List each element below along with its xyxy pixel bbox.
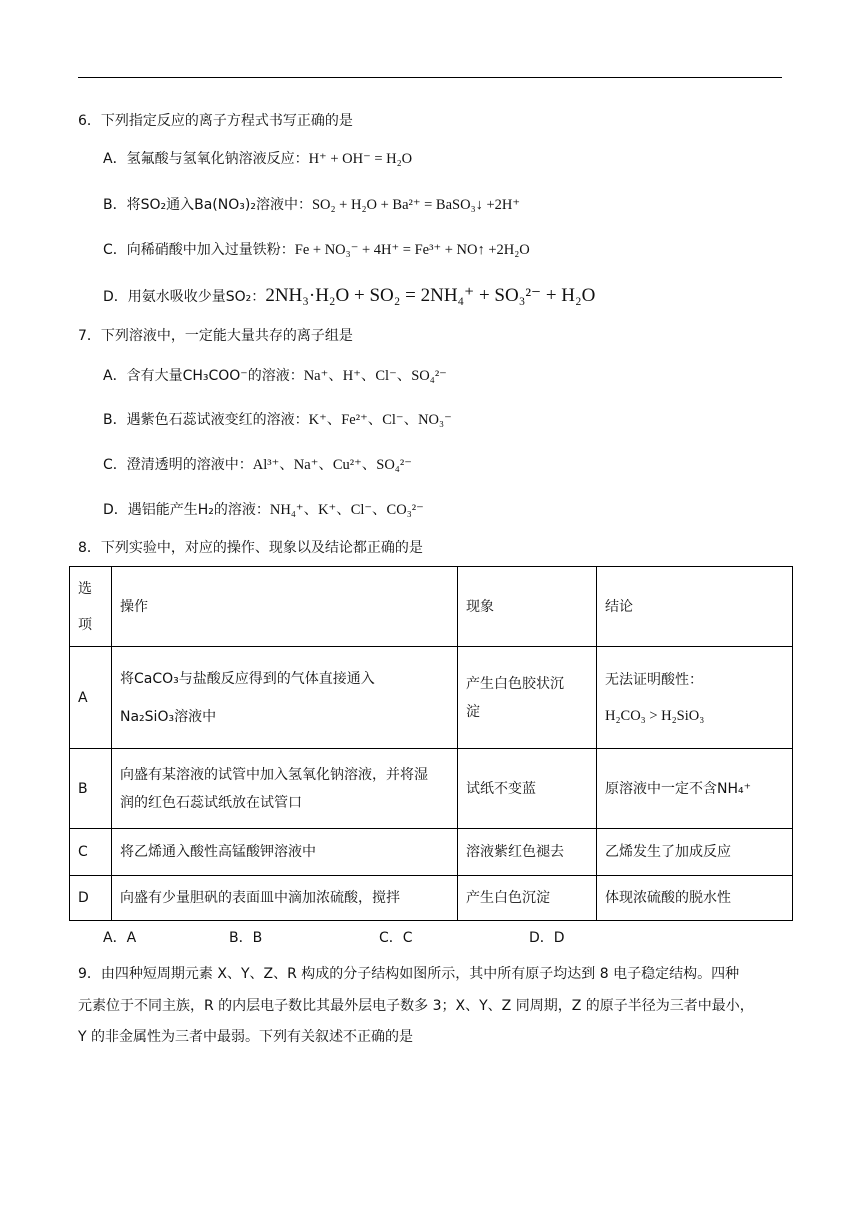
row-operation: 将CaCO₃与盐酸反应得到的气体直接通入 Na₂SiO₃溶液中	[112, 647, 458, 749]
q7-option-b-label: B．遇紫色石蕊试液变红的溶液：	[103, 412, 309, 428]
q7-option-d-formula: NH₄⁺、K⁺、Cl⁻、CO₃²⁻	[269, 502, 424, 518]
q6-option-b-formula: SO₂ + H₂O + Ba²⁺ = BaSO₃↓ +2H⁺	[311, 197, 521, 213]
question-8-stem: 8．下列实验中，对应的操作、现象以及结论都正确的是	[78, 540, 423, 556]
q8-answer-b: B．B	[229, 930, 263, 946]
row-operation: 向盛有某溶液的试管中加入氢氧化钠溶液，并将湿 润的红色石蕊试纸放在试管口	[112, 749, 458, 829]
q7-option-a-formula: Na⁺、H⁺、Cl⁻、SO₄²⁻	[303, 368, 447, 384]
table-header-row	[70, 567, 793, 647]
q7-option-c-formula: Al³⁺、Na⁺、Cu²⁺、SO₄²⁻	[252, 457, 412, 473]
row-phenomenon: 产生白色沉淀	[458, 876, 597, 921]
q7-option-c	[103, 455, 412, 475]
q6-option-b	[103, 195, 520, 215]
q7-option-d-label: D．遇铝能产生H₂的溶液：	[103, 502, 270, 518]
header-conclusion: 结论	[597, 567, 793, 647]
q6-option-a	[103, 149, 412, 169]
q7-option-a	[103, 366, 447, 386]
header-rule	[78, 77, 782, 78]
table-row	[70, 749, 793, 829]
row-conclusion: 原溶液中一定不含NH₄⁺	[597, 749, 793, 829]
row-phenomenon: 溶液紫红色褪去	[458, 829, 597, 876]
question-6-stem: 6．下列指定反应的离子方程式书写正确的是	[78, 113, 353, 129]
question-7-stem: 7．下列溶液中，一定能大量共存的离子组是	[78, 328, 353, 344]
question-9-line-3: Y 的非金属性为三者中最弱。下列有关叙述不正确的是	[78, 1029, 414, 1045]
q6-option-d-label: D．用氨水吸收少量SO₂：	[103, 289, 266, 305]
q7-option-b-formula: K⁺、Fe²⁺、Cl⁻、NO₃⁻	[308, 412, 452, 428]
q6-option-d-formula: 2NH₃·H₂O + SO₂ = 2NH₄⁺ + SO₃²⁻ + H₂O	[265, 285, 596, 306]
row-phenomenon: 试纸不变蓝	[458, 749, 597, 829]
row-operation: 将乙烯通入酸性高锰酸钾溶液中	[112, 829, 458, 876]
row-option: D	[70, 876, 112, 921]
table-row	[70, 647, 793, 749]
q7-option-b	[103, 410, 452, 430]
row-conclusion: 无法证明酸性： H₂CO₃ > H₂SiO₃	[597, 647, 793, 749]
header-phenomenon: 现象	[458, 567, 597, 647]
question-9-line-2: 元素位于不同主族，R 的内层电子数比其最外层电子数多 3；X、Y、Z 同周期，Z 的原子半径为三者中最小，	[78, 998, 754, 1014]
row-option: B	[70, 749, 112, 829]
q8-answer-a: A．A	[103, 930, 137, 946]
table-row	[70, 876, 793, 921]
q8-answer-c: C．C	[379, 930, 413, 946]
q6-option-a-label: A．氢氟酸与氢氧化钠溶液反应：	[103, 151, 309, 167]
q6-option-b-label: B．将SO₂通入Ba(NO₃)₂溶液中：	[103, 197, 312, 213]
q7-option-c-label: C．澄清透明的溶液中：	[103, 457, 253, 473]
row-conclusion: 体现浓硫酸的脱水性	[597, 876, 793, 921]
table-row	[70, 829, 793, 876]
question-9-line-1: 9．由四种短周期元素 X、Y、Z、R 构成的分子结构如图所示，其中所有原子均达到 8 电子稳定结构。四种	[78, 966, 740, 982]
row-option: C	[70, 829, 112, 876]
q7-option-d	[103, 500, 424, 520]
q6-option-c-formula: Fe + NO₃⁻ + 4H⁺ = Fe³⁺ + NO↑ +2H₂O	[294, 242, 530, 258]
q8-answer-d: D．D	[529, 930, 565, 946]
row-option: A	[70, 647, 112, 749]
q6-option-c	[103, 240, 530, 260]
header-operation: 操作	[112, 567, 458, 647]
header-option: 选 项	[70, 567, 112, 647]
row-operation: 向盛有少量胆矾的表面皿中滴加浓硫酸，搅拌	[112, 876, 458, 921]
row-phenomenon: 产生白色胶状沉 淀	[458, 647, 597, 749]
row-conclusion: 乙烯发生了加成反应	[597, 829, 793, 876]
q6-option-a-formula: H⁺ + OH⁻ = H₂O	[308, 151, 413, 167]
q6-option-c-label: C．向稀硝酸中加入过量铁粉：	[103, 242, 295, 258]
experiment-table	[69, 566, 793, 921]
q7-option-a-label: A．含有大量CH₃COO⁻的溶液：	[103, 368, 304, 384]
q6-option-d	[103, 286, 595, 307]
